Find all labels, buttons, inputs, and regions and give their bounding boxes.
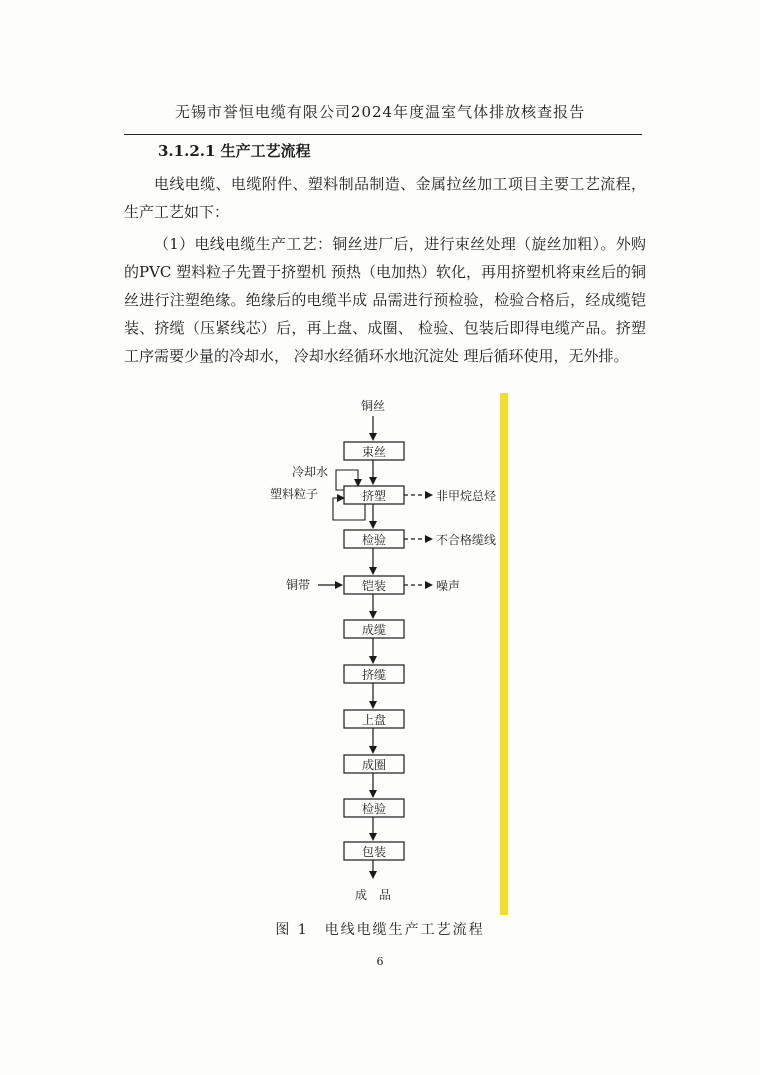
step-4 — [344, 576, 404, 594]
process-flow-diagram — [0, 390, 760, 910]
side-input-plastic-pellets: 塑料粒子 — [269, 487, 319, 501]
emission-defective-cable: 不合格缆线 — [436, 533, 497, 547]
step-label: 成缆 — [361, 623, 387, 637]
step-label: 上盘 — [361, 713, 387, 727]
step-label: 检验 — [361, 802, 387, 816]
output-label-finished-product: 成 品 — [354, 888, 392, 902]
side-input-cooling-water: 冷却水 — [291, 465, 329, 479]
process-description-paragraph: （1）电线电缆生产工艺：铜丝进厂后，进行束丝处理（旋丝加粗）。外购的PVC 塑料粒子先置于挤塑机 预热（电加热）软化，再用挤塑机将束丝后的铜丝进行注塑绝缘。绝缘后的电缆半成 品需进行预检验，检验合格后，经成缆铠装、挤缆（压紧线芯）后，再上盘、成圈、 检验、包装后即得电缆产品。挤塑工序需要少量的冷却水， 冷却水经循环水地沉淀处 理后循环使用，无外排。 — [124, 235, 646, 365]
step-8 — [344, 755, 404, 773]
cooling-water-loop-arrow — [336, 470, 358, 490]
emission-non-methane-hydrocarbons: 非甲烷总烃 — [436, 489, 497, 503]
step-label: 束丝 — [361, 445, 387, 459]
input-label-copper-wire: 铜丝 — [360, 399, 386, 413]
step-5 — [344, 620, 404, 638]
step-10 — [344, 842, 404, 860]
step-label: 铠装 — [361, 579, 387, 593]
step-6 — [344, 665, 404, 683]
step-9 — [344, 799, 404, 817]
cooling-water-return-arrow — [333, 498, 365, 520]
step-label: 成圈 — [361, 758, 387, 772]
step-label: 挤缆 — [361, 668, 387, 682]
step-label: 检验 — [361, 533, 387, 547]
step-1 — [344, 442, 404, 460]
step-2 — [344, 486, 404, 504]
intro-paragraph: 电线电缆、电缆附件、塑料制品制造、金属拉丝加工项目主要工艺流程，生产工艺如下： — [124, 175, 646, 221]
step-label: 挤塑 — [361, 489, 387, 503]
report-header: 无锡市誉恒电缆有限公司2024年度温室气体排放核查报告 — [174, 103, 586, 121]
emission-noise: 噪声 — [436, 579, 461, 593]
header-divider — [124, 134, 642, 135]
step-label: 包装 — [361, 845, 387, 859]
side-input-copper-strip: 铜带 — [285, 578, 311, 592]
page-number: 6 — [376, 955, 384, 968]
step-3 — [344, 530, 404, 548]
step-7 — [344, 710, 404, 728]
figure-caption: 图 1 电线电缆生产工艺流程 — [275, 922, 485, 938]
section-title: 3.1.2.1 生产工艺流程 — [158, 142, 311, 160]
